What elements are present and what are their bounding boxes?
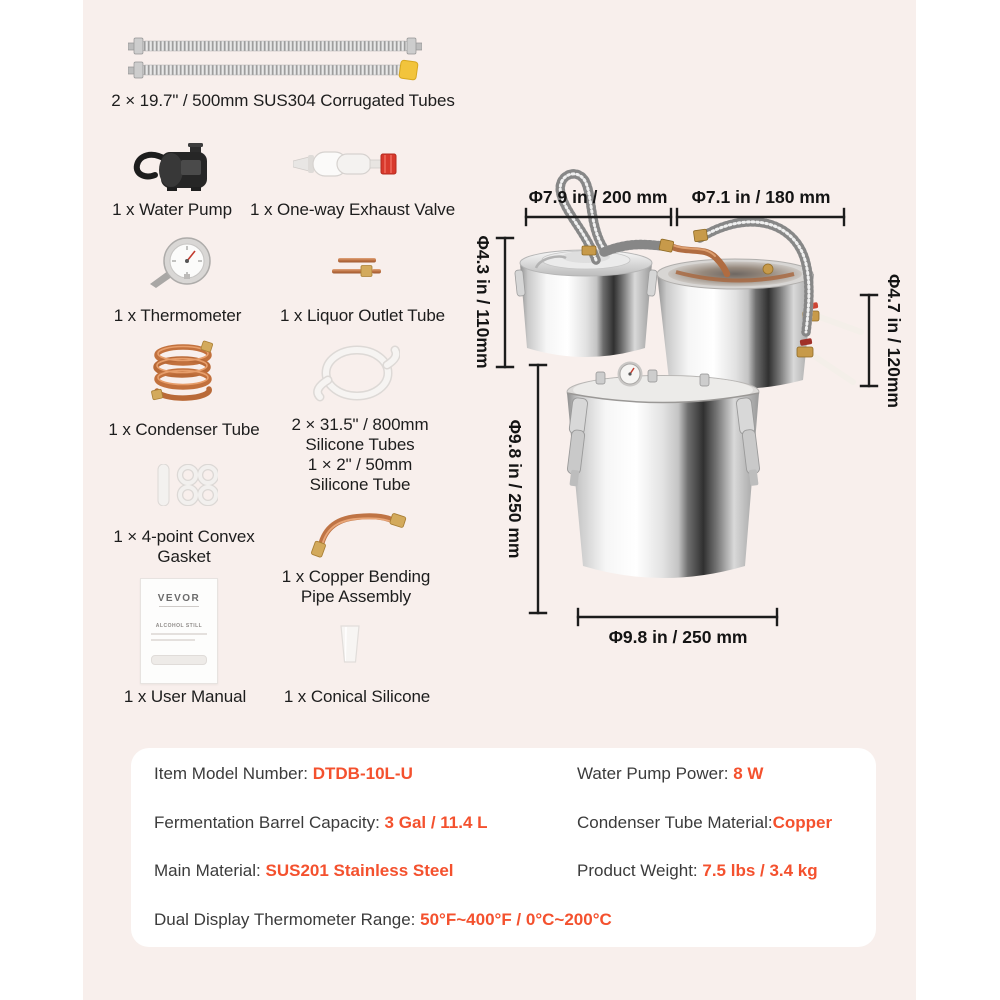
barrel-thermometer: [618, 362, 643, 387]
condenser-tube-image: [150, 340, 216, 404]
thermometer-icon: [146, 236, 216, 292]
copper-bending-pipe-label: [268, 567, 444, 607]
water-pump-label: 1 x Water Pump: [112, 200, 232, 219]
exhaust-valve-icon: [293, 149, 407, 181]
user-manual-image: [140, 578, 216, 682]
spec-water-pump-power: [577, 763, 763, 785]
dim-label-top-right: Φ7.1 in / 180 mm: [691, 187, 831, 207]
manual-text-bar: [151, 633, 207, 635]
brass-nut: [659, 239, 674, 252]
dim-label-upper-left: Φ4.3 in / 110mm: [473, 235, 493, 369]
distillation-pot: [515, 250, 658, 357]
silicone-tubes-label-line1: 2 × 31.5" / 800mm: [291, 415, 429, 434]
corrugated-tubes-image: [128, 36, 422, 84]
dim-label-lower-left: Φ9.8 in / 250 mm: [505, 419, 525, 559]
corrugated-tubes-icon: [128, 36, 422, 84]
copper-bending-pipe-icon: [308, 504, 408, 558]
dim-label-top-left: Φ7.9 in / 200 mm: [528, 187, 668, 207]
spec-label: Product Weight:: [577, 861, 703, 880]
brass-nut: [693, 229, 707, 242]
spec-value: 7.5 lbs / 3.4 kg: [702, 861, 818, 880]
spec-label: Main Material:: [154, 861, 266, 880]
thermometer-image: [146, 236, 216, 292]
spec-value: DTDB-10L-U: [312, 764, 413, 783]
copper-bending-pipe-label-line1: 1 x Copper Bending: [281, 567, 431, 586]
dim-label-bottom: Φ9.8 in / 250 mm: [608, 627, 748, 647]
spec-value: SUS201 Stainless Steel: [265, 861, 454, 880]
spec-value: 3 Gal / 11.4 L: [384, 813, 488, 832]
spec-label: Fermentation Barrel Capacity:: [154, 813, 385, 832]
convex-gasket-label-line2: Gasket: [157, 547, 211, 566]
spec-item-model-number: [154, 763, 413, 785]
conical-silicone-image: [337, 624, 363, 664]
spec-main-material: [154, 860, 454, 882]
spec-thermometer-range: [154, 909, 612, 931]
product-diagram: [440, 150, 920, 660]
corrugated-tubes-label: 2 × 19.7" / 500mm SUS304 Corrugated Tubes: [111, 91, 455, 110]
silicone-tubes-label-line4: Silicone Tube: [309, 475, 411, 494]
exhaust-valve-label: 1 x One-way Exhaust Valve: [250, 200, 456, 219]
convex-gasket-image: [150, 464, 218, 506]
manual-doc-title: ALCOHOL STILL: [155, 623, 203, 629]
spec-label: Item Model Number:: [154, 764, 313, 783]
copper-bending-pipe-label-line2: Pipe Assembly: [300, 587, 412, 606]
convex-gasket-icon: [150, 464, 218, 506]
conical-silicone-label: 1 x Conical Silicone: [283, 687, 431, 706]
silicone-tubes-icon: [312, 344, 400, 404]
liquor-outlet-tube-label: 1 x Liquor Outlet Tube: [279, 306, 446, 325]
liquor-outlet-tube-icon: [332, 256, 382, 282]
water-pump-icon: [133, 142, 213, 196]
conical-silicone-icon: [337, 624, 363, 664]
copper-bending-pipe-image: [308, 504, 408, 558]
silicone-tubes-label-line2: Silicone Tubes: [305, 435, 415, 454]
spec-label: Water Pump Power:: [577, 764, 734, 783]
condenser-tube-icon: [150, 340, 216, 404]
exhaust-valve-image: [293, 149, 407, 181]
convex-gasket-label: [92, 527, 276, 567]
user-manual-sheet: [140, 578, 218, 684]
condenser-valve-lower: [797, 338, 853, 382]
spec-label: Condenser Tube Material:: [577, 813, 773, 832]
water-pump-image: [133, 142, 213, 196]
thermometer-label: 1 x Thermometer: [113, 306, 242, 325]
spec-card: [131, 748, 876, 947]
spec-product-weight: [577, 860, 818, 882]
liquor-outlet-tube-image: [332, 256, 382, 282]
spec-fermentation-barrel-capacity: [154, 812, 488, 834]
vevor-logo: VEVOR: [157, 593, 201, 604]
brass-nut: [582, 246, 596, 255]
fermentation-barrel: [562, 362, 761, 579]
condenser-pot: [657, 259, 861, 389]
spec-value: 50°F~400°F / 0°C~200°C: [420, 910, 612, 929]
convex-gasket-label-line1: 1 × 4-point Convex: [113, 527, 255, 546]
manual-rule: [159, 606, 199, 607]
silicone-tubes-label-line3: 1 × 2" / 50mm: [307, 455, 413, 474]
dim-label-right: Φ4.7 in / 120mm: [884, 273, 904, 409]
spec-condenser-tube-material: [577, 812, 832, 834]
manual-text-bar: [151, 639, 195, 641]
spec-value: 8 W: [733, 764, 764, 783]
silicone-tubes-image: [312, 344, 400, 404]
condenser-tube-label: 1 x Condenser Tube: [108, 420, 260, 439]
spec-value: Copper: [772, 813, 833, 832]
silicone-tubes-label: [272, 415, 448, 495]
manual-text-block: [151, 655, 207, 665]
user-manual-label: 1 x User Manual: [123, 687, 247, 706]
spec-label: Dual Display Thermometer Range:: [154, 910, 421, 929]
